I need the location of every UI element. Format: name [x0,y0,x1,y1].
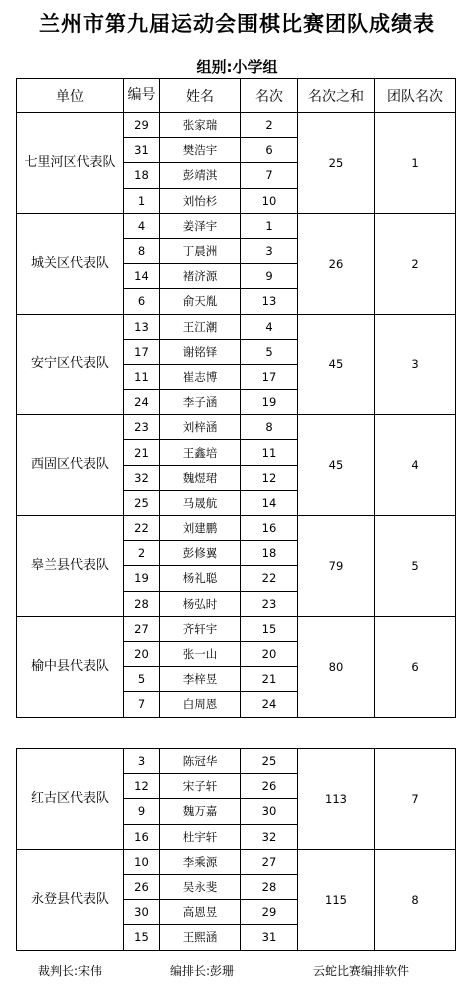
player-rank-cell: 11 [241,440,298,465]
player-rank-cell: 10 [241,188,298,213]
arranger-label: 编排长:彭珊 [170,964,235,978]
player-number-cell: 19 [124,566,160,591]
team-unit-cell: 皋兰县代表队 [17,516,124,617]
team-rank-cell: 7 [375,749,456,850]
player-number-cell: 18 [124,163,160,188]
player-number-cell: 26 [124,874,160,899]
player-number-cell: 9 [124,799,160,824]
rank-sum-cell: 79 [298,516,375,617]
team-unit-cell: 榆中县代表队 [17,616,124,717]
player-number-cell: 6 [124,289,160,314]
player-rank-cell: 6 [241,138,298,163]
player-number-cell: 1 [124,188,160,213]
player-rank-cell: 24 [241,692,298,717]
player-number-cell: 8 [124,238,160,263]
player-number-cell: 31 [124,138,160,163]
player-rank-cell: 23 [241,591,298,616]
player-number-cell: 30 [124,900,160,925]
player-number-cell: 14 [124,264,160,289]
player-name-cell: 王鑫培 [160,440,241,465]
player-name-cell: 谢铭铎 [160,339,241,364]
team-unit-cell: 永登县代表队 [17,849,124,950]
player-name-cell: 李子涵 [160,390,241,415]
player-name-cell: 张一山 [160,641,241,666]
player-number-cell: 15 [124,925,160,950]
player-rank-cell: 13 [241,289,298,314]
player-name-cell: 李梓昱 [160,667,241,692]
player-rank-cell: 15 [241,616,298,641]
table-row [17,415,456,440]
player-name-cell: 宋子轩 [160,774,241,799]
table-row [17,213,456,238]
player-rank-cell: 25 [241,749,298,774]
player-rank-cell: 21 [241,667,298,692]
player-number-cell: 16 [124,824,160,849]
referee-label: 裁判长:宋伟 [38,964,103,978]
group-label: 组别:小学组 [196,58,278,76]
player-name-cell: 李乘源 [160,849,241,874]
player-number-cell: 3 [124,749,160,774]
header-rank-sum: 名次之和 [298,79,375,113]
table-row [17,849,456,874]
player-number-cell: 24 [124,390,160,415]
player-number-cell: 22 [124,516,160,541]
player-rank-cell: 22 [241,566,298,591]
player-number-cell: 25 [124,490,160,515]
team-unit-cell: 西固区代表队 [17,415,124,516]
table-header-row [17,79,456,113]
player-rank-cell: 28 [241,874,298,899]
player-name-cell: 齐轩宇 [160,616,241,641]
player-name-cell: 张家瑞 [160,113,241,138]
team-rank-cell: 5 [375,516,456,617]
player-rank-cell: 19 [241,390,298,415]
player-rank-cell: 7 [241,163,298,188]
player-name-cell: 丁晨洲 [160,238,241,263]
player-name-cell: 褚济源 [160,264,241,289]
player-rank-cell: 1 [241,213,298,238]
player-name-cell: 魏煜珺 [160,465,241,490]
rank-sum-cell: 26 [298,213,375,314]
player-number-cell: 5 [124,667,160,692]
rank-sum-cell: 113 [298,749,375,850]
team-unit-cell: 红古区代表队 [17,749,124,850]
results-table [16,78,456,718]
player-name-cell: 吴永斐 [160,874,241,899]
player-rank-cell: 30 [241,799,298,824]
player-rank-cell: 5 [241,339,298,364]
team-unit-cell: 七里河区代表队 [17,113,124,214]
player-name-cell: 王熙涵 [160,925,241,950]
player-number-cell: 11 [124,364,160,389]
player-number-cell: 21 [124,440,160,465]
player-name-cell: 崔志博 [160,364,241,389]
player-number-cell: 23 [124,415,160,440]
player-rank-cell: 20 [241,641,298,666]
player-number-cell: 10 [124,849,160,874]
player-name-cell: 王江潮 [160,314,241,339]
player-number-cell: 7 [124,692,160,717]
rank-sum-cell: 25 [298,113,375,214]
player-name-cell: 陈冠华 [160,749,241,774]
player-rank-cell: 31 [241,925,298,950]
team-rank-cell: 8 [375,849,456,950]
player-rank-cell: 4 [241,314,298,339]
player-rank-cell: 17 [241,364,298,389]
player-name-cell: 彭靖淇 [160,163,241,188]
player-name-cell: 杨弘时 [160,591,241,616]
player-name-cell: 高恩昱 [160,900,241,925]
player-name-cell: 刘怡杉 [160,188,241,213]
player-number-cell: 4 [124,213,160,238]
player-rank-cell: 2 [241,113,298,138]
player-name-cell: 俞天胤 [160,289,241,314]
player-rank-cell: 12 [241,465,298,490]
player-number-cell: 29 [124,113,160,138]
player-rank-cell: 27 [241,849,298,874]
header-unit: 单位 [17,79,124,113]
header-number: 编号 [124,79,160,113]
player-rank-cell: 29 [241,900,298,925]
player-number-cell: 2 [124,541,160,566]
player-rank-cell: 26 [241,774,298,799]
page-title: 兰州市第九届运动会围棋比赛团队成绩表 [39,11,435,36]
team-rank-cell: 3 [375,314,456,415]
player-number-cell: 20 [124,641,160,666]
player-number-cell: 12 [124,774,160,799]
player-name-cell: 樊浩宇 [160,138,241,163]
table-row [17,616,456,641]
table-row [17,749,456,774]
team-rank-cell: 4 [375,415,456,516]
player-rank-cell: 14 [241,490,298,515]
player-number-cell: 32 [124,465,160,490]
rank-sum-cell: 115 [298,849,375,950]
player-name-cell: 杨礼聪 [160,566,241,591]
player-name-cell: 白周恩 [160,692,241,717]
header-rank: 名次 [241,79,298,113]
player-rank-cell: 8 [241,415,298,440]
rank-sum-cell: 45 [298,415,375,516]
player-name-cell: 刘梓涵 [160,415,241,440]
player-name-cell: 魏万嘉 [160,799,241,824]
player-rank-cell: 3 [241,238,298,263]
team-rank-cell: 2 [375,213,456,314]
software-label: 云蛇比赛编排软件 [313,964,410,978]
player-number-cell: 28 [124,591,160,616]
player-rank-cell: 18 [241,541,298,566]
results-table-continued [16,748,456,951]
team-unit-cell: 城关区代表队 [17,213,124,314]
player-rank-cell: 16 [241,516,298,541]
table-row [17,113,456,138]
player-name-cell: 刘建鹏 [160,516,241,541]
player-number-cell: 27 [124,616,160,641]
team-rank-cell: 1 [375,113,456,214]
player-name-cell: 姜泽宇 [160,213,241,238]
player-name-cell: 马晟航 [160,490,241,515]
player-name-cell: 杜宇轩 [160,824,241,849]
header-team-rank: 团队名次 [375,79,456,113]
header-name: 姓名 [160,79,241,113]
player-rank-cell: 9 [241,264,298,289]
table-row [17,314,456,339]
player-name-cell: 彭修翼 [160,541,241,566]
team-unit-cell: 安宁区代表队 [17,314,124,415]
rank-sum-cell: 45 [298,314,375,415]
player-number-cell: 13 [124,314,160,339]
rank-sum-cell: 80 [298,616,375,717]
table-row [17,516,456,541]
team-rank-cell: 6 [375,616,456,717]
player-number-cell: 17 [124,339,160,364]
player-rank-cell: 32 [241,824,298,849]
